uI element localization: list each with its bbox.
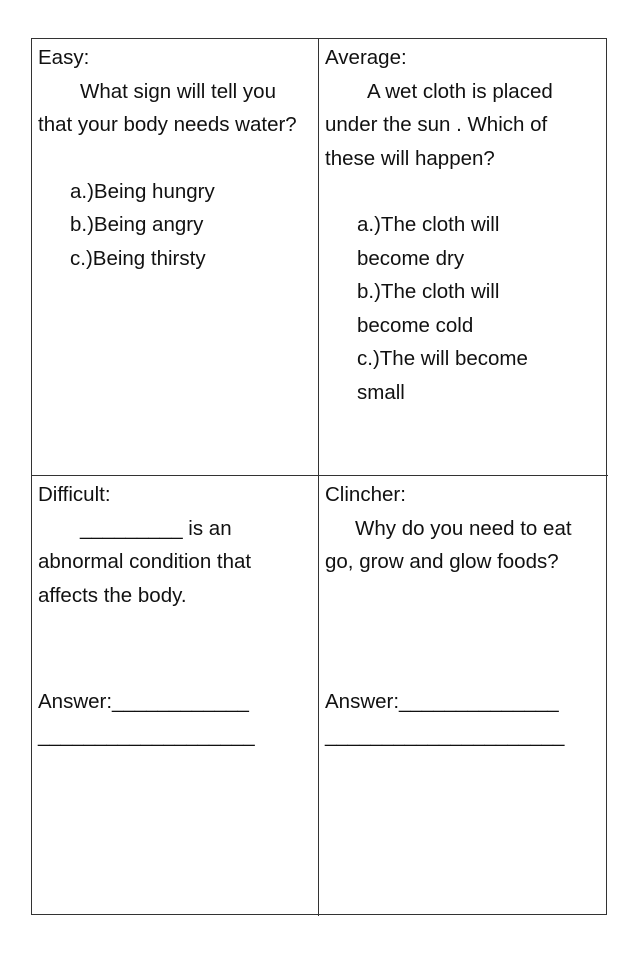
- question-first-line: A wet cloth is placed: [367, 79, 553, 103]
- answer-area: [38, 685, 314, 752]
- question-continuation: under the sun . Which of these will happen?: [325, 113, 548, 170]
- answer-line: _____________________: [325, 723, 565, 747]
- question-continuation: eat go, grow and glow foods?: [325, 516, 572, 573]
- option-a: a.)The cloth will become dry: [357, 213, 500, 270]
- option-b: b.)Being angry: [70, 213, 204, 236]
- option-a: a.)Being hungry: [70, 179, 215, 203]
- average-card: [319, 39, 608, 476]
- option-b: b.)The cloth will become cold: [357, 280, 500, 337]
- question-first-line: _________ is an: [80, 516, 232, 540]
- card-heading: Clincher:: [325, 483, 406, 506]
- card-heading: Easy:: [38, 46, 90, 69]
- question-continuation: abnormal condition that affects the body.: [38, 550, 252, 607]
- card-heading: Difficult:: [38, 483, 111, 506]
- question-continuation: you that your body needs water?: [38, 79, 297, 136]
- answer-line: ___________________: [38, 723, 255, 747]
- card-heading: Average:: [325, 46, 407, 69]
- spacer: [38, 142, 312, 175]
- option-c: c.)The will become small: [357, 347, 528, 404]
- question-first-line: What sign will tell: [80, 79, 238, 103]
- clincher-card: [319, 476, 608, 916]
- question-first-line: Why do you need to: [355, 516, 538, 540]
- option-c: c.)Being thirsty: [70, 246, 206, 270]
- card-question: [325, 512, 602, 579]
- easy-card: [32, 39, 319, 476]
- answer-area: [325, 685, 604, 752]
- answer-options: [325, 208, 602, 409]
- question-card-grid: [31, 38, 607, 915]
- card-question: [325, 75, 602, 176]
- card-question: [38, 512, 312, 613]
- spacer: [325, 175, 602, 208]
- difficult-card: [32, 476, 319, 916]
- card-question: [38, 75, 312, 142]
- answer-label: Answer:______________: [325, 690, 559, 713]
- answer-label: Answer:____________: [38, 690, 249, 713]
- answer-options: [38, 175, 312, 276]
